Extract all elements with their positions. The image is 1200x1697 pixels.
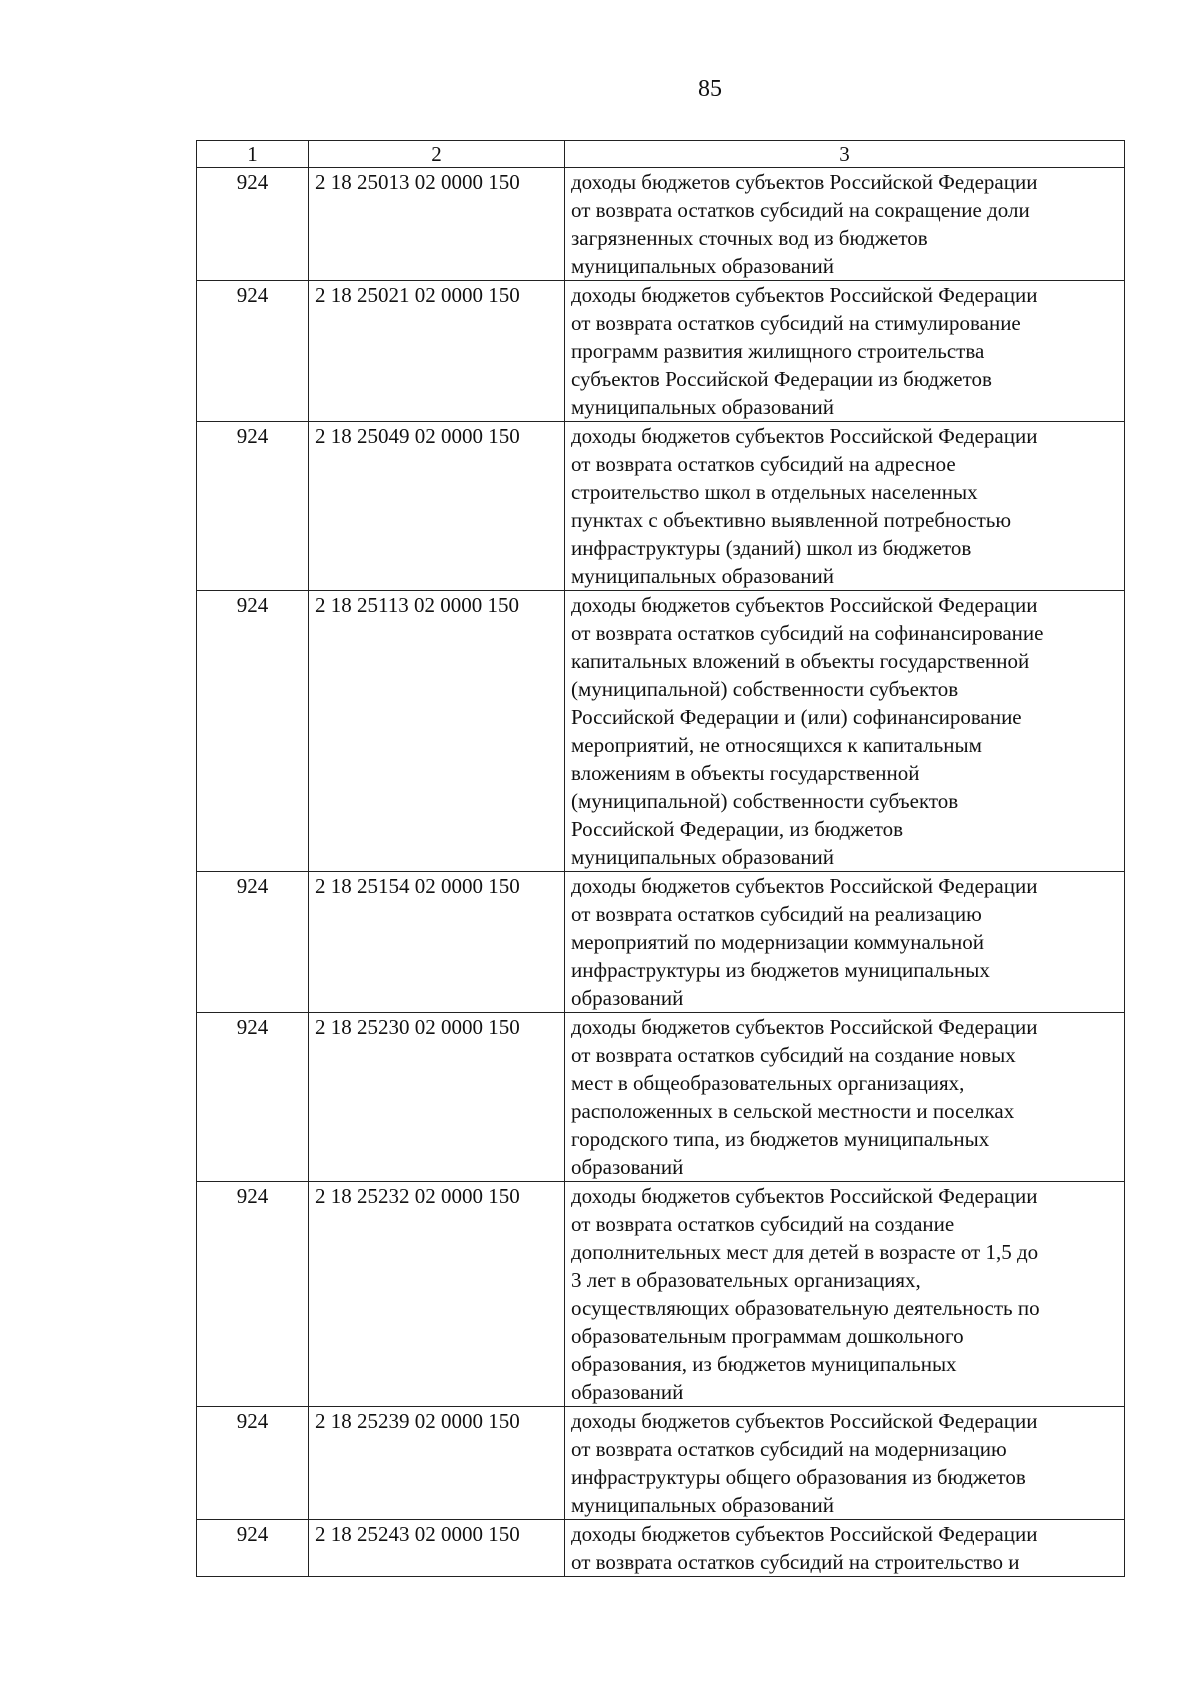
description-line: доходы бюджетов субъектов Российской Федерации xyxy=(571,424,1038,448)
description-line: от возврата остатков субсидий на модернизацию xyxy=(571,1437,1007,1461)
budget-classification-code-cell: 2 18 25243 02 0000 150 xyxy=(309,1520,565,1577)
description-line: образований xyxy=(571,1380,684,1404)
description-line: (муниципальной) собственности субъектов xyxy=(571,677,959,701)
header-col-1: 1 xyxy=(197,141,309,168)
admin-code-cell: 924 xyxy=(197,422,309,591)
description-line: инфраструктуры из бюджетов муниципальных xyxy=(571,958,990,982)
budget-classification-code-cell: 2 18 25013 02 0000 150 xyxy=(309,168,565,281)
table-row xyxy=(197,872,1125,1013)
description-line: доходы бюджетов субъектов Российской Федерации xyxy=(571,874,1038,898)
description-line: инфраструктуры общего образования из бюджетов xyxy=(571,1465,1026,1489)
budget-classification-code-cell: 2 18 25113 02 0000 150 xyxy=(309,591,565,872)
description-line: доходы бюджетов субъектов Российской Федерации xyxy=(571,1522,1038,1546)
description-line: 3 лет в образовательных организациях, xyxy=(571,1268,921,1292)
description-line: строительство школ в отдельных населенных xyxy=(571,480,978,504)
description-line: мероприятий по модернизации коммунальной xyxy=(571,930,984,954)
description-line: доходы бюджетов субъектов Российской Федерации xyxy=(571,1409,1038,1433)
description-cell xyxy=(565,281,1125,422)
description-line: муниципальных образований xyxy=(571,395,834,419)
description-cell xyxy=(565,168,1125,281)
budget-classification-code-cell: 2 18 25239 02 0000 150 xyxy=(309,1407,565,1520)
table-row xyxy=(197,1182,1125,1407)
description-line: мест в общеобразовательных организациях, xyxy=(571,1071,965,1095)
description-line: осуществляющих образовательную деятельность по xyxy=(571,1296,1040,1320)
description-line: муниципальных образований xyxy=(571,564,834,588)
table-row xyxy=(197,1520,1125,1577)
description-line: (муниципальной) собственности субъектов xyxy=(571,789,959,813)
description-line: от возврата остатков субсидий на реализацию xyxy=(571,902,982,926)
description-line: дополнительных мест для детей в возрасте от 1,5 до xyxy=(571,1240,1039,1264)
description-line: мероприятий, не относящихся к капитальным xyxy=(571,733,982,757)
budget-classification-code-cell: 2 18 25230 02 0000 150 xyxy=(309,1013,565,1182)
description-line: капитальных вложений в объекты государственной xyxy=(571,649,1030,673)
admin-code-cell: 924 xyxy=(197,1407,309,1520)
description-line: доходы бюджетов субъектов Российской Федерации xyxy=(571,283,1038,307)
table-row xyxy=(197,168,1125,281)
description-line: муниципальных образований xyxy=(571,1493,834,1517)
description-line: инфраструктуры (зданий) школ из бюджетов xyxy=(571,536,972,560)
table-row xyxy=(197,1013,1125,1182)
admin-code-cell: 924 xyxy=(197,872,309,1013)
description-cell xyxy=(565,1407,1125,1520)
description-line: образований xyxy=(571,1155,684,1179)
budget-codes-table xyxy=(196,140,1125,1577)
description-line: Российской Федерации, из бюджетов xyxy=(571,817,904,841)
description-line: программ развития жилищного строительства xyxy=(571,339,985,363)
description-cell xyxy=(565,591,1125,872)
description-line: муниципальных образований xyxy=(571,845,834,869)
description-line: от возврата остатков субсидий на создание xyxy=(571,1212,955,1236)
admin-code-cell: 924 xyxy=(197,1013,309,1182)
description-line: образовательным программам дошкольного xyxy=(571,1324,964,1348)
description-cell xyxy=(565,872,1125,1013)
description-line: доходы бюджетов субъектов Российской Федерации xyxy=(571,1184,1038,1208)
admin-code-cell: 924 xyxy=(197,1182,309,1407)
description-line: городского типа, из бюджетов муниципальных xyxy=(571,1127,990,1151)
description-line: субъектов Российской Федерации из бюджетов xyxy=(571,367,992,391)
description-line: вложениям в объекты государственной xyxy=(571,761,920,785)
budget-classification-code-cell: 2 18 25154 02 0000 150 xyxy=(309,872,565,1013)
description-cell xyxy=(565,1182,1125,1407)
description-line: доходы бюджетов субъектов Российской Федерации xyxy=(571,593,1038,617)
table-header-row xyxy=(197,141,1125,168)
description-line: загрязненных сточных вод из бюджетов xyxy=(571,226,928,250)
description-line: Российской Федерации и (или) софинансирование xyxy=(571,705,1022,729)
admin-code-cell: 924 xyxy=(197,591,309,872)
description-line: расположенных в сельской местности и поселках xyxy=(571,1099,1015,1123)
header-col-2: 2 xyxy=(309,141,565,168)
description-line: пунктах с объективно выявленной потребностью xyxy=(571,508,1012,532)
table-row xyxy=(197,1407,1125,1520)
description-line: от возврата остатков субсидий на строительство и xyxy=(571,1550,1020,1574)
table-row xyxy=(197,281,1125,422)
description-line: от возврата остатков субсидий на софинансирование xyxy=(571,621,1044,645)
admin-code-cell: 924 xyxy=(197,168,309,281)
page-number: 85 xyxy=(698,76,722,102)
budget-classification-code-cell: 2 18 25021 02 0000 150 xyxy=(309,281,565,422)
description-line: доходы бюджетов субъектов Российской Федерации xyxy=(571,170,1038,194)
description-cell xyxy=(565,422,1125,591)
description-line: от возврата остатков субсидий на адресное xyxy=(571,452,956,476)
description-line: образований xyxy=(571,986,684,1010)
table-row xyxy=(197,591,1125,872)
header-col-3: 3 xyxy=(565,141,1125,168)
description-line: образования, из бюджетов муниципальных xyxy=(571,1352,957,1376)
description-line: от возврата остатков субсидий на создание новых xyxy=(571,1043,1016,1067)
budget-classification-code-cell: 2 18 25049 02 0000 150 xyxy=(309,422,565,591)
admin-code-cell: 924 xyxy=(197,281,309,422)
description-cell xyxy=(565,1013,1125,1182)
description-line: от возврата остатков субсидий на стимулирование xyxy=(571,311,1021,335)
description-line: доходы бюджетов субъектов Российской Федерации xyxy=(571,1015,1038,1039)
description-line: от возврата остатков субсидий на сокращение доли xyxy=(571,198,1030,222)
table-body xyxy=(197,168,1125,1577)
description-cell xyxy=(565,1520,1125,1577)
budget-classification-code-cell: 2 18 25232 02 0000 150 xyxy=(309,1182,565,1407)
description-line: муниципальных образований xyxy=(571,254,834,278)
table-row xyxy=(197,422,1125,591)
admin-code-cell: 924 xyxy=(197,1520,309,1577)
